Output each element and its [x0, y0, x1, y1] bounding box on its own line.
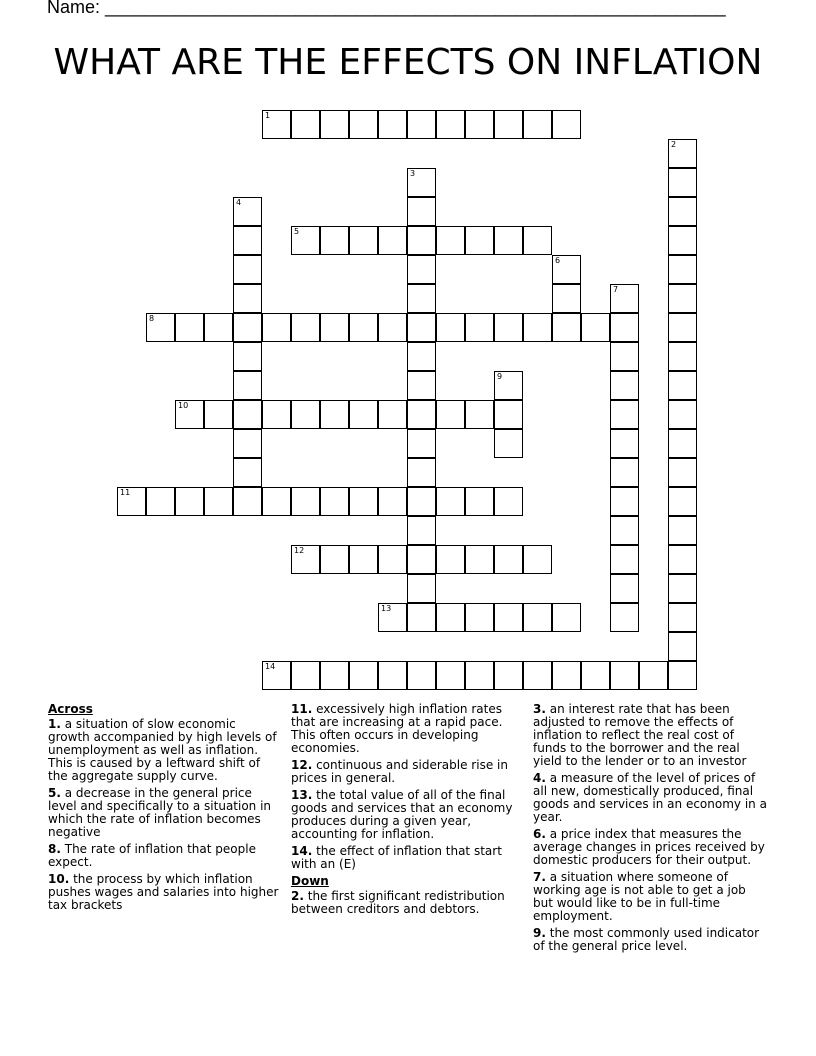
crossword-cell[interactable] [494, 545, 523, 574]
crossword-cell[interactable] [436, 110, 465, 139]
crossword-cell[interactable] [320, 110, 349, 139]
crossword-cell[interactable] [610, 603, 639, 632]
crossword-cell[interactable] [233, 342, 262, 371]
crossword-cell[interactable] [668, 342, 697, 371]
crossword-cell[interactable] [204, 313, 233, 342]
crossword-cell[interactable] [320, 487, 349, 516]
down-header: Down [291, 874, 329, 888]
crossword-cell[interactable] [668, 284, 697, 313]
crossword-cell[interactable] [668, 574, 697, 603]
crossword-cell[interactable] [494, 400, 523, 429]
clue-number-label: 6. [533, 827, 546, 841]
crossword-cell[interactable] [233, 429, 262, 458]
crossword-cell[interactable] [407, 487, 436, 516]
crossword-cell[interactable] [233, 371, 262, 400]
clue-item [48, 843, 280, 869]
clue-number-label: 5. [48, 786, 61, 800]
crossword-cell[interactable] [494, 371, 523, 400]
crossword-cell[interactable] [349, 226, 378, 255]
crossword-cell[interactable] [407, 284, 436, 313]
crossword-cell[interactable] [407, 603, 436, 632]
crossword-cell[interactable] [291, 110, 320, 139]
clue-item [533, 703, 769, 768]
crossword-cell[interactable] [610, 342, 639, 371]
clue-item [291, 890, 517, 916]
crossword-cell[interactable] [407, 545, 436, 574]
clue-text: continuous and siderable rise in prices in general. [291, 758, 508, 785]
crossword-cell[interactable] [581, 661, 610, 690]
clue-text: the process by which inflation pushes wages and salaries into higher tax brackets [48, 872, 279, 912]
crossword-cell[interactable] [494, 487, 523, 516]
clue-number: 7 [613, 285, 619, 294]
clue-number-label: 9. [533, 926, 546, 940]
clue-number-label: 12. [291, 758, 313, 772]
crossword-cell[interactable] [146, 487, 175, 516]
crossword-cell[interactable] [668, 371, 697, 400]
crossword-cell[interactable] [668, 603, 697, 632]
crossword-cell[interactable] [291, 661, 320, 690]
crossword-cell[interactable] [668, 487, 697, 516]
clue-number-label: 1. [48, 717, 61, 731]
crossword-cell[interactable] [378, 226, 407, 255]
crossword-cell[interactable] [146, 313, 175, 342]
crossword-cell[interactable] [494, 661, 523, 690]
clue-text: excessively high inflation rates that are increasing at a rapid pace. This often occurs in developing economies. [291, 702, 503, 755]
crossword-cell[interactable] [262, 487, 291, 516]
crossword-cell[interactable] [610, 516, 639, 545]
clue-text: the first significant redistribution between creditors and debtors. [291, 889, 505, 916]
clue-number: 11 [120, 488, 131, 497]
clue-text: the most commonly used indicator of the general price level. [533, 926, 760, 953]
crossword-cell[interactable] [407, 574, 436, 603]
crossword-cell[interactable] [320, 313, 349, 342]
clue-number: 5 [294, 227, 300, 236]
clue-number: 2 [671, 140, 677, 149]
crossword-cell[interactable] [523, 661, 552, 690]
clues-column-1 [48, 703, 280, 916]
crossword-cell[interactable] [494, 226, 523, 255]
clue-number-label: 8. [48, 842, 61, 856]
crossword-cell[interactable] [407, 516, 436, 545]
crossword-cell[interactable] [465, 487, 494, 516]
crossword-cell[interactable] [436, 603, 465, 632]
clue-number: 4 [236, 198, 242, 207]
crossword-cell[interactable] [349, 487, 378, 516]
crossword-cell[interactable] [436, 313, 465, 342]
crossword-cell[interactable] [262, 661, 291, 690]
crossword-cell[interactable] [668, 255, 697, 284]
crossword-cell[interactable] [465, 545, 494, 574]
clue-number-label: 7. [533, 870, 546, 884]
crossword-cell[interactable] [436, 661, 465, 690]
crossword-cell[interactable] [668, 661, 697, 690]
clue-item [291, 789, 517, 841]
crossword-cell[interactable] [407, 661, 436, 690]
clue-text: a situation where someone of working age is not able to get a job but would like to be in full-time employment. [533, 870, 746, 923]
crossword-cell[interactable] [117, 487, 146, 516]
crossword-cell[interactable] [407, 255, 436, 284]
crossword-cell[interactable] [465, 226, 494, 255]
crossword-cell[interactable] [378, 661, 407, 690]
crossword-cell[interactable] [378, 545, 407, 574]
crossword-cell[interactable] [523, 313, 552, 342]
crossword-cell[interactable] [668, 168, 697, 197]
crossword-cell[interactable] [552, 284, 581, 313]
crossword-cell[interactable] [175, 313, 204, 342]
clue-number: 3 [410, 169, 416, 178]
name-field-label: Name: ______________________________________________________________ [47, 0, 726, 17]
crossword-cell[interactable] [494, 603, 523, 632]
clues-column-3 [533, 703, 769, 957]
clue-number-label: 2. [291, 889, 304, 903]
crossword-cell[interactable] [465, 400, 494, 429]
crossword-cell[interactable] [552, 603, 581, 632]
clue-text: a decrease in the general price level and specifically to a situation in which the rate of inflation becomes negative [48, 786, 272, 839]
crossword-cell[interactable] [668, 429, 697, 458]
crossword-cell[interactable] [204, 487, 233, 516]
crossword-cell[interactable] [610, 400, 639, 429]
crossword-cell[interactable] [668, 313, 697, 342]
crossword-cell[interactable] [407, 400, 436, 429]
clue-item [533, 927, 769, 953]
crossword-cell[interactable] [349, 313, 378, 342]
crossword-cell[interactable] [552, 255, 581, 284]
clue-number-label: 4. [533, 771, 546, 785]
crossword-cell[interactable] [320, 400, 349, 429]
clue-item [533, 871, 769, 923]
clue-text: a price index that measures the average changes in prices received by domestic producers for their output. [533, 827, 765, 867]
crossword-cell[interactable] [610, 284, 639, 313]
crossword-cell[interactable] [610, 574, 639, 603]
crossword-cell[interactable] [349, 545, 378, 574]
crossword-cell[interactable] [407, 226, 436, 255]
crossword-cell[interactable] [610, 458, 639, 487]
crossword-cell[interactable] [233, 255, 262, 284]
crossword-cell[interactable] [523, 545, 552, 574]
clue-number: 10 [178, 401, 189, 410]
crossword-cell[interactable] [378, 603, 407, 632]
crossword-cell[interactable] [291, 487, 320, 516]
across-clues-list-2 [291, 703, 517, 871]
crossword-cell[interactable] [262, 110, 291, 139]
crossword-cell[interactable] [378, 110, 407, 139]
down-clues-list-1 [291, 890, 517, 916]
crossword-cell[interactable] [610, 661, 639, 690]
crossword-cell[interactable] [291, 313, 320, 342]
crossword-cell[interactable] [610, 371, 639, 400]
crossword-cell[interactable] [320, 661, 349, 690]
crossword-cell[interactable] [465, 661, 494, 690]
crossword-cell[interactable] [233, 458, 262, 487]
crossword-cell[interactable] [378, 313, 407, 342]
clue-number-label: 3. [533, 702, 546, 716]
crossword-cell[interactable] [610, 545, 639, 574]
crossword-cell[interactable] [494, 313, 523, 342]
crossword-cell[interactable] [175, 487, 204, 516]
crossword-cell[interactable] [610, 313, 639, 342]
crossword-cell[interactable] [291, 226, 320, 255]
clue-text: an interest rate that has been adjusted to remove the effects of inflation to reflect the real cost of funds to the borrower and the real yield to the lender or to an investor [533, 702, 747, 768]
crossword-cell[interactable] [436, 487, 465, 516]
crossword-cell[interactable] [349, 661, 378, 690]
clue-number: 6 [555, 256, 561, 265]
crossword-cell[interactable] [668, 632, 697, 661]
crossword-cell[interactable] [262, 400, 291, 429]
crossword-cell[interactable] [204, 400, 233, 429]
crossword-cell[interactable] [407, 429, 436, 458]
crossword-cell[interactable] [407, 313, 436, 342]
crossword-cell[interactable] [610, 429, 639, 458]
clue-item [533, 772, 769, 824]
crossword-cell[interactable] [552, 110, 581, 139]
crossword-cell[interactable] [494, 110, 523, 139]
crossword-cell[interactable] [523, 226, 552, 255]
crossword-cell[interactable] [291, 400, 320, 429]
crossword-cell[interactable] [407, 458, 436, 487]
clue-number-label: 11. [291, 702, 313, 716]
clue-text: the effect of inflation that start with an (E) [291, 844, 502, 871]
crossword-cell[interactable] [552, 661, 581, 690]
crossword-cell[interactable] [668, 226, 697, 255]
crossword-cell[interactable] [668, 545, 697, 574]
crossword-cell[interactable] [436, 226, 465, 255]
clue-number-label: 10. [48, 872, 70, 886]
crossword-cell[interactable] [407, 168, 436, 197]
clue-number: 13 [381, 604, 392, 613]
crossword-cell[interactable] [407, 371, 436, 400]
clue-item [291, 759, 517, 785]
crossword-cell[interactable] [378, 400, 407, 429]
crossword-cell[interactable] [668, 516, 697, 545]
clue-number: 14 [265, 662, 276, 671]
down-clues-list-2 [533, 703, 769, 953]
crossword-cell[interactable] [320, 545, 349, 574]
crossword-cell[interactable] [639, 661, 668, 690]
across-header: Across [48, 702, 93, 716]
crossword-cell[interactable] [610, 487, 639, 516]
crossword-cell[interactable] [233, 313, 262, 342]
clue-item [48, 873, 280, 912]
clues-column-2 [291, 703, 517, 920]
crossword-cell[interactable] [407, 110, 436, 139]
crossword-cell[interactable] [175, 400, 204, 429]
crossword-cell[interactable] [465, 110, 494, 139]
crossword-cell[interactable] [349, 400, 378, 429]
clue-item [291, 703, 517, 755]
page-title: WHAT ARE THE EFFECTS ON INFLATION [53, 42, 763, 83]
crossword-cell[interactable] [233, 400, 262, 429]
clue-text: The rate of inflation that people expect. [48, 842, 256, 869]
crossword-cell[interactable] [349, 110, 378, 139]
crossword-cell[interactable] [233, 487, 262, 516]
crossword-cell[interactable] [436, 400, 465, 429]
clue-item [48, 718, 280, 783]
crossword-cell[interactable] [668, 197, 697, 226]
crossword-cell[interactable] [465, 603, 494, 632]
crossword-cell[interactable] [320, 226, 349, 255]
clue-text: the total value of all of the final goods and services that an economy produces during a given year, accounting for inflation. [291, 788, 513, 841]
clue-text: a situation of slow economic growth accompanied by high levels of unemployment as well as inflation. This is caused by a leftward shift of the aggregate supply curve. [48, 717, 277, 783]
across-clues-list-1 [48, 718, 280, 912]
crossword-cell[interactable] [668, 458, 697, 487]
clue-item [533, 828, 769, 867]
clue-number: 9 [497, 372, 503, 381]
clue-number: 12 [294, 546, 305, 555]
clue-number: 8 [149, 314, 155, 323]
crossword-cell[interactable] [436, 545, 465, 574]
crossword-cell[interactable] [523, 603, 552, 632]
crossword-cell[interactable] [407, 197, 436, 226]
crossword-cell[interactable] [407, 342, 436, 371]
clue-number-label: 14. [291, 844, 313, 858]
crossword-cell[interactable] [523, 110, 552, 139]
crossword-cell[interactable] [233, 226, 262, 255]
crossword-cell[interactable] [552, 313, 581, 342]
clue-number-label: 13. [291, 788, 313, 802]
crossword-cell[interactable] [233, 284, 262, 313]
crossword-cell[interactable] [378, 487, 407, 516]
crossword-cell[interactable] [494, 429, 523, 458]
crossword-cell[interactable] [262, 313, 291, 342]
clue-item [291, 845, 517, 871]
clue-number: 1 [265, 111, 271, 120]
clue-item [48, 787, 280, 839]
crossword-cell[interactable] [668, 400, 697, 429]
crossword-cell[interactable] [668, 139, 697, 168]
crossword-cell[interactable] [291, 545, 320, 574]
crossword-cell[interactable] [581, 313, 610, 342]
clue-text: a measure of the level of prices of all new, domestically produced, final goods and services in an economy in a year. [533, 771, 767, 824]
crossword-cell[interactable] [233, 197, 262, 226]
crossword-cell[interactable] [465, 313, 494, 342]
